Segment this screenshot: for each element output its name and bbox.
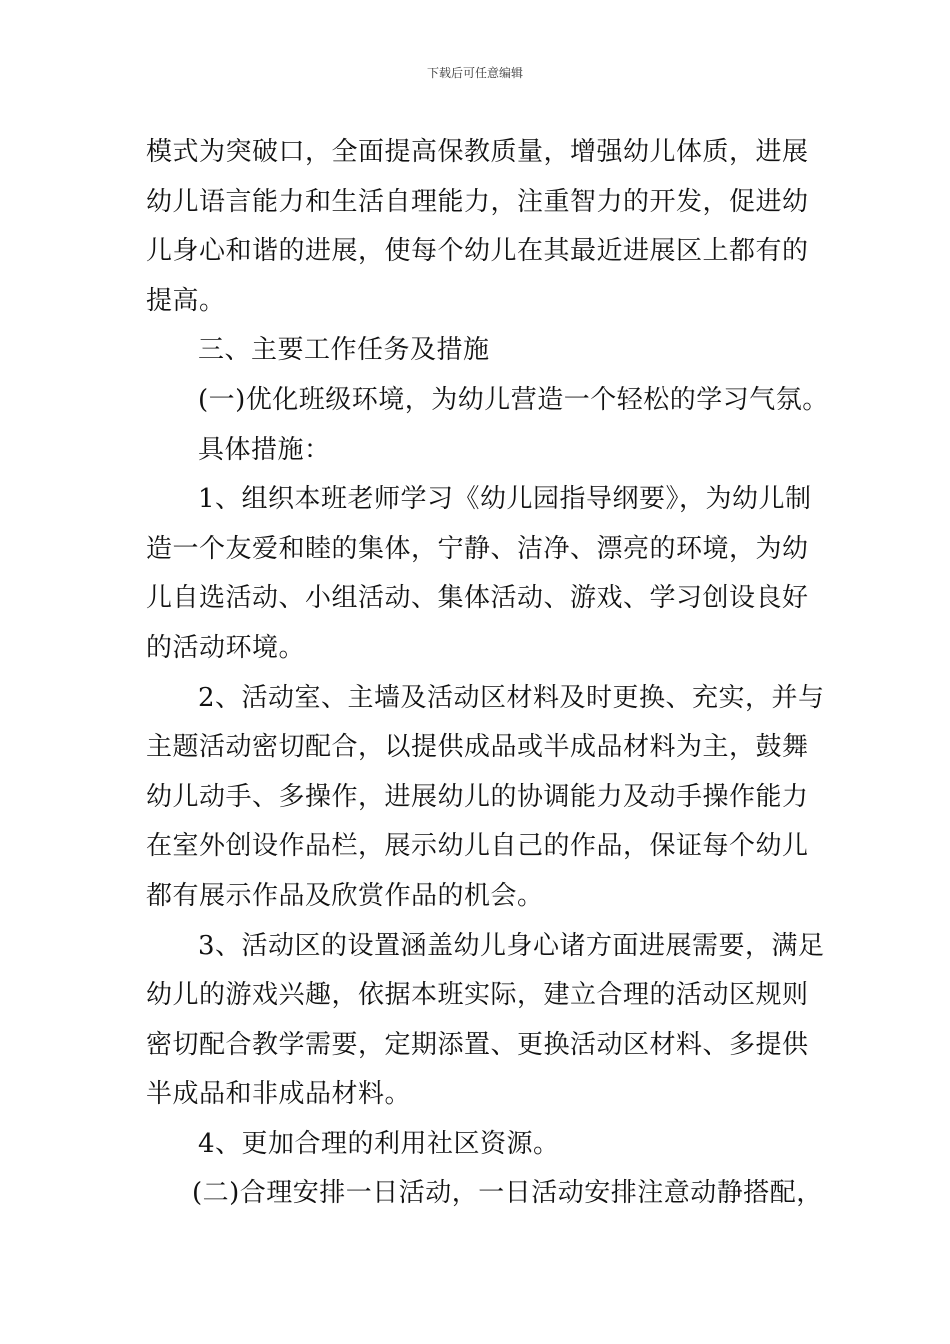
document-body <box>146 128 829 1219</box>
body-line: 提高。 <box>146 285 226 316</box>
list-item-2: 2、活动室、主墙及活动区材料及时更换、充实，并与 <box>198 682 825 713</box>
body-line: 造一个友爱和睦的集体，宁静、洁净、漂亮的环境，为幼 <box>146 533 809 564</box>
body-line: 半成品和非成品材料。 <box>146 1079 412 1110</box>
body-line: 儿自选活动、小组活动、集体活动、游戏、学习创设良好 <box>146 583 809 614</box>
body-line: 儿身心和谐的进展，使每个幼儿在其最近进展区上都有的 <box>146 236 809 267</box>
page-header: 下载后可任意编辑 <box>426 66 523 80</box>
list-item-4: 4、更加合理的利用社区资源。 <box>198 1128 560 1159</box>
body-line: 幼儿语言能力和生活自理能力，注重智力的开发，促进幼 <box>146 186 809 217</box>
subsection-heading: (二)合理安排一日活动，一日活动安排注意动静搭配， <box>192 1178 823 1209</box>
body-line: 都有展示作品及欣赏作品的机会。 <box>146 880 544 911</box>
body-line: 密切配合教学需要，定期添置、更换活动区材料、多提供 <box>146 1029 809 1060</box>
body-line: 在室外创设作品栏，展示幼儿自己的作品，保证每个幼儿 <box>146 831 809 862</box>
list-item-3: 3、活动区的设置涵盖幼儿身心诸方面进展需要，满足 <box>198 930 825 961</box>
section-heading: 三、主要工作任务及措施 <box>198 335 490 366</box>
body-line: 幼儿动手、多操作，进展幼儿的协调能力及动手操作能力 <box>146 781 809 812</box>
list-item-1: 1、组织本班老师学习《幼儿园指导纲要》，为幼儿制 <box>198 484 812 515</box>
body-line: 的活动环境。 <box>146 632 306 663</box>
body-line: 模式为突破口，全面提高保教质量，增强幼儿体质，进展 <box>146 137 809 167</box>
body-line: 具体措施： <box>198 434 331 465</box>
subsection-heading: (一)优化班级环境，为幼儿营造一个轻松的学习气氛。 <box>198 384 829 415</box>
body-line: 幼儿的游戏兴趣，依据本班实际，建立合理的活动区规则 <box>146 980 809 1011</box>
body-line: 主题活动密切配合，以提供成品或半成品材料为主，鼓舞 <box>146 732 809 763</box>
